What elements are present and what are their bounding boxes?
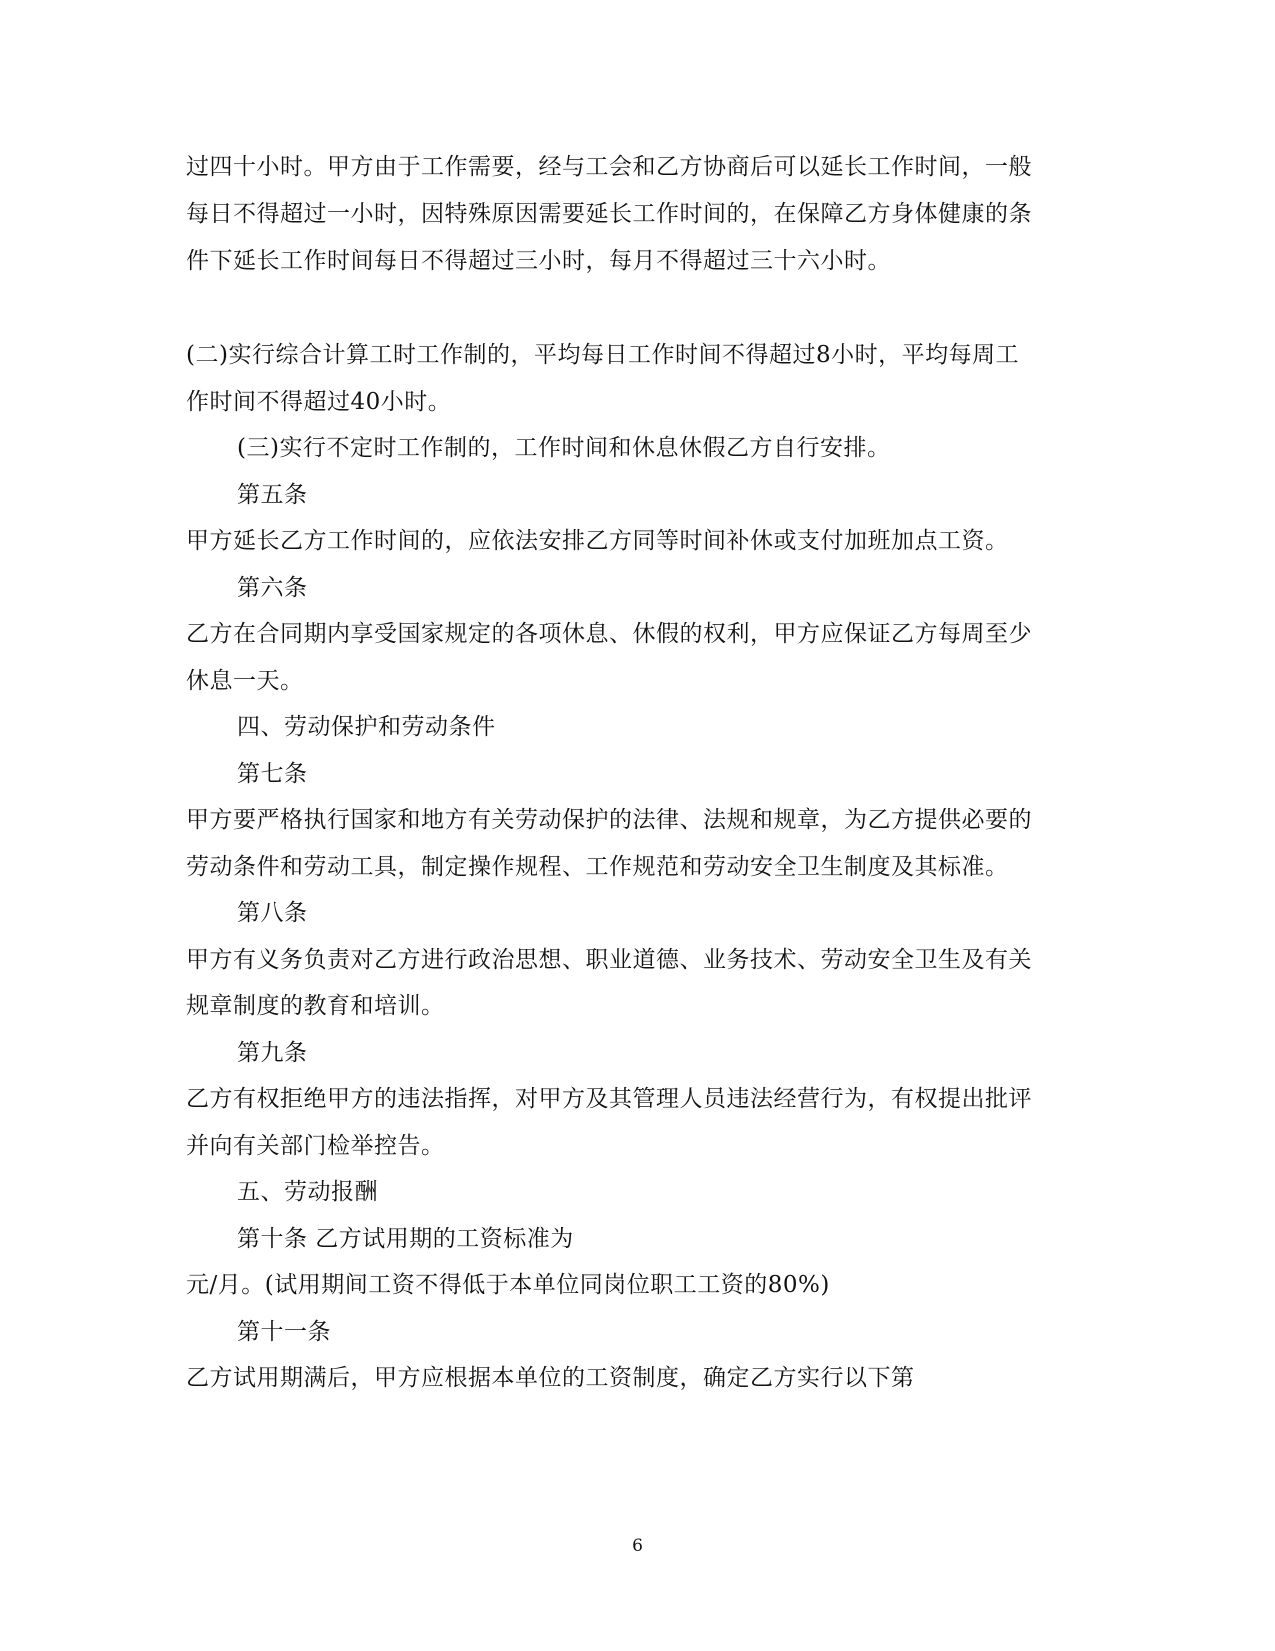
section-heading: 五、劳动报酬 bbox=[237, 1179, 378, 1205]
page-number: 6 bbox=[632, 1536, 643, 1556]
paragraph-line: 乙方试用期满后，甲方应根据本单位的工资制度，确定乙方实行以下第 bbox=[186, 1365, 915, 1391]
paragraph-line: 元/月。(试用期间工资不得低于本单位同岗位职工工资的80%) bbox=[186, 1272, 830, 1298]
paragraph-line: 并向有关部门检举控告。 bbox=[186, 1133, 445, 1159]
paragraph-line: 件下延长工作时间每日不得超过三小时，每月不得超过三十六小时。 bbox=[186, 248, 891, 274]
article-heading: 第七条 bbox=[237, 761, 308, 787]
article-heading: 第九条 bbox=[237, 1040, 308, 1066]
paragraph-line: (三)实行不定时工作制的，工作时间和休息休假乙方自行安排。 bbox=[237, 435, 891, 461]
article-heading: 第八条 bbox=[237, 900, 308, 926]
article-heading: 第十条 乙方试用期的工资标准为 bbox=[237, 1226, 574, 1252]
paragraph-line: 甲方要严格执行国家和地方有关劳动保护的法律、法规和规章，为乙方提供必要的 bbox=[186, 807, 1032, 833]
paragraph-line: 休息一天。 bbox=[186, 668, 304, 694]
paragraph-line: 每日不得超过一小时，因特殊原因需要延长工作时间的，在保障乙方身体健康的条 bbox=[186, 201, 1032, 227]
paragraph-line: 甲方有义务负责对乙方进行政治思想、职业道德、业务技术、劳动安全卫生及有关 bbox=[186, 947, 1032, 973]
article-heading: 第六条 bbox=[237, 575, 308, 601]
paragraph-line: 乙方有权拒绝甲方的违法指挥，对甲方及其管理人员违法经营行为，有权提出批评 bbox=[186, 1086, 1032, 1112]
paragraph-line: 过四十小时。甲方由于工作需要，经与工会和乙方协商后可以延长工作时间，一般 bbox=[186, 154, 1032, 180]
paragraph-line: 乙方在合同期内享受国家规定的各项休息、休假的权利，甲方应保证乙方每周至少 bbox=[186, 621, 1032, 647]
paragraph-line: (二)实行综合计算工时工作制的，平均每日工作时间不得超过8小时，平均每周工 bbox=[186, 342, 1020, 368]
paragraph-line: 甲方延长乙方工作时间的，应依法安排乙方同等时间补休或支付加班加点工资。 bbox=[186, 528, 1009, 554]
paragraph-line: 规章制度的教育和培训。 bbox=[186, 993, 445, 1019]
article-heading: 第十一条 bbox=[237, 1319, 331, 1345]
paragraph-line: 劳动条件和劳动工具，制定操作规程、工作规范和劳动安全卫生制度及其标准。 bbox=[186, 854, 1009, 880]
paragraph-line: 作时间不得超过40小时。 bbox=[186, 389, 452, 415]
article-heading: 第五条 bbox=[237, 482, 308, 508]
section-heading: 四、劳动保护和劳动条件 bbox=[237, 714, 496, 740]
